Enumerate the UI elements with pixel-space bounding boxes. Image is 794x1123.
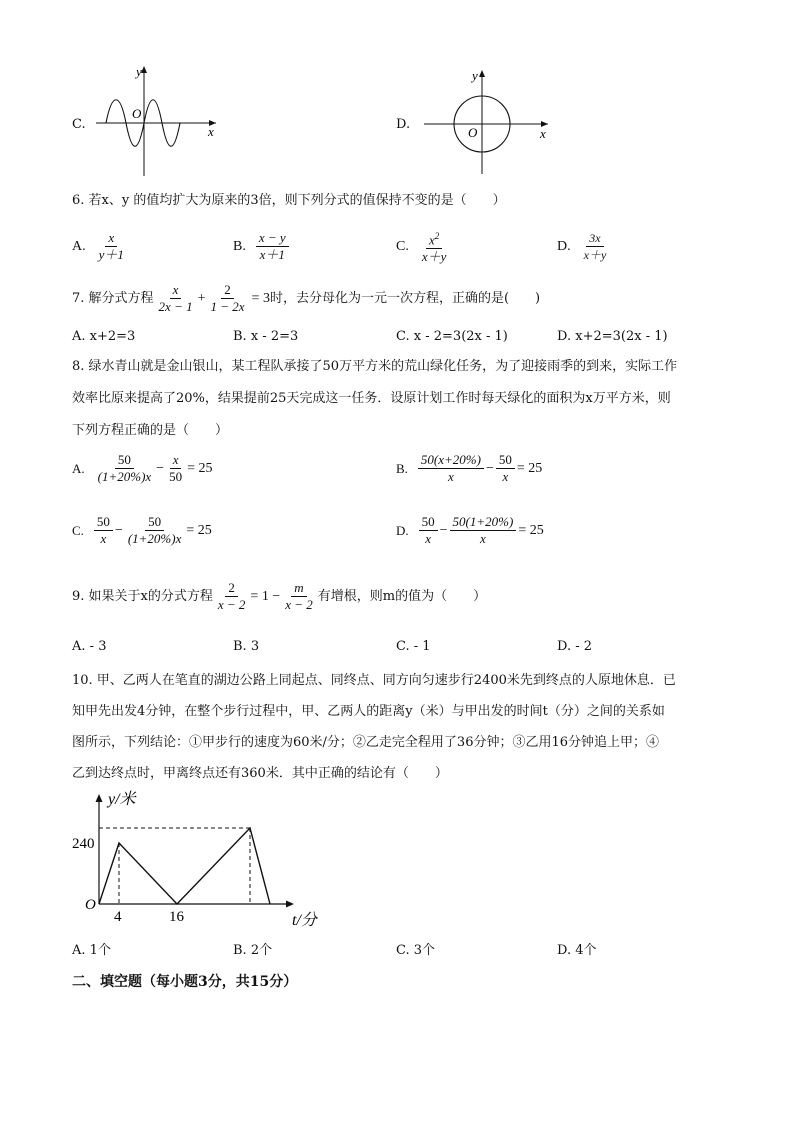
fraction-1: $\frac{x}{2x - 1}$: [158, 282, 193, 314]
q9-option-d: D. - 2: [557, 639, 593, 654]
q8-stem-line-1: 8. 绿水青山就是金山银山，某工程队承接了50万平方米的荒山绿化任务，为了迎接雨季的到来，实际工作: [72, 359, 678, 374]
t-axis-label: t/分: [292, 912, 317, 929]
distance-curve: [99, 828, 270, 904]
q5-option-d-graph: [420, 66, 552, 178]
axis-x-label: x: [208, 124, 214, 139]
q6-option-c: [396, 228, 451, 265]
q8-option-a: A. $\frac{50}{(1+20\%)x}$ − $\frac{x}{50}$ = 25: [72, 452, 213, 484]
fraction: $\frac{x - y}{x+1}$: [256, 230, 289, 263]
y-tick-240: 240: [72, 836, 95, 852]
option-label: D.: [557, 238, 571, 254]
q8-option-b: B. $\frac{50(x+20\%)}{x}$ − $\frac{50}{x}$ = 25: [396, 452, 543, 484]
q7-option-b: B. x - 2=3: [233, 329, 299, 344]
y-axis-label: y/米: [108, 791, 136, 808]
q7-option-c: C. x - 2=3(2x - 1): [396, 329, 508, 344]
q6-stem: 6. 若x、y 的值均扩大为原来的3倍，则下列分式的值保持不变的是（ ）: [72, 193, 506, 208]
q7-option-d: D. x+2=3(2x - 1): [557, 329, 668, 344]
q10-stem-line-2: 知甲先出发4分钟，在整个步行过程中，甲、乙两人的距离y（米）与甲出发的时间t（分）之间的关系如: [72, 704, 665, 719]
option-label: C.: [396, 238, 409, 254]
fraction: $\frac{3x}{x+y}$: [583, 231, 607, 262]
axis-y-label: y: [136, 64, 142, 79]
q5-option-d-label: D.: [396, 117, 411, 132]
fraction: $\frac{x}{y+1}$: [98, 230, 124, 262]
q9-stem: 9. 如果关于x的分式方程 $\frac{2}{x - 2}$ = 1 − $\frac{m}{x - 2}$ 有增根，则m的值为（ ）: [72, 580, 487, 612]
q10-option-d: D. 4个: [557, 943, 597, 958]
q6-option-b: [233, 230, 291, 263]
q6-option-a: [72, 230, 129, 263]
x-tick-4: 4: [114, 909, 122, 925]
q8-stem-line-2: 效率比原来提高了20%，结果提前25天完成这一任务．设原计划工作时每天绿化的面积为x万平方米，则: [72, 391, 671, 406]
q10-stem-line-3: 图所示，下列结论：①甲步行的速度为60米/分；②乙走完全程用了36分钟；③乙用16分钟追上甲；④: [72, 735, 660, 750]
q6-option-d: [557, 230, 611, 263]
q5-option-c-graph: [92, 62, 222, 180]
q7-stem: 7. 解分式方程 $\frac{x}{2x - 1}$ + $\frac{2}{1 - 2x}$ = 3 时，去分母化为一元一次方程，正确的是( ): [72, 282, 541, 314]
q9-option-b: B. 3: [233, 639, 260, 654]
q5-option-c-label: C.: [72, 117, 86, 132]
q10-stem-line-4: 乙到达终点时，甲离终点还有360米．其中正确的结论有（ ）: [72, 766, 448, 781]
q10-stem-line-1: 10. 甲、乙两人在笔直的湖边公路上同起点、同终点、同方向匀速步行2400米先到终点的人原地休息．已: [72, 673, 676, 688]
q10-option-c: C. 3个: [396, 943, 436, 958]
q9-option-a: A. - 3: [72, 639, 107, 654]
q9-option-c: C. - 1: [396, 639, 431, 654]
option-label: B.: [233, 238, 246, 254]
section-2-heading: 二、填空题（每小题3分，共15分）: [72, 974, 298, 990]
axis-x-label: x: [540, 126, 546, 141]
q10-option-a: A. 1个: [72, 943, 111, 958]
q10-distance-time-graph: [72, 788, 332, 930]
q10-option-b: B. 2个: [233, 943, 273, 958]
origin-label: O: [468, 125, 478, 140]
q8-option-d: D. $\frac{50}{x}$ − $\frac{50(1+20\%)}{x}$ = 25: [396, 514, 544, 546]
origin-label: O: [85, 897, 96, 913]
origin-label: O: [132, 106, 142, 121]
fraction-2: $\frac{2}{1 - 2x}$: [210, 282, 245, 314]
fraction: $\frac{x^2}{x+y}$: [419, 228, 450, 265]
q8-stem-line-3: 下列方程正确的是（ ）: [72, 423, 229, 438]
q7-option-a: A. x+2=3: [72, 329, 136, 344]
x-tick-16: 16: [169, 909, 184, 925]
option-label: A.: [72, 238, 86, 254]
q8-option-c: C. $\frac{50}{x}$ − $\frac{50}{(1+20\%)x}$ = 25: [72, 514, 212, 546]
axis-y-label: y: [472, 68, 478, 83]
